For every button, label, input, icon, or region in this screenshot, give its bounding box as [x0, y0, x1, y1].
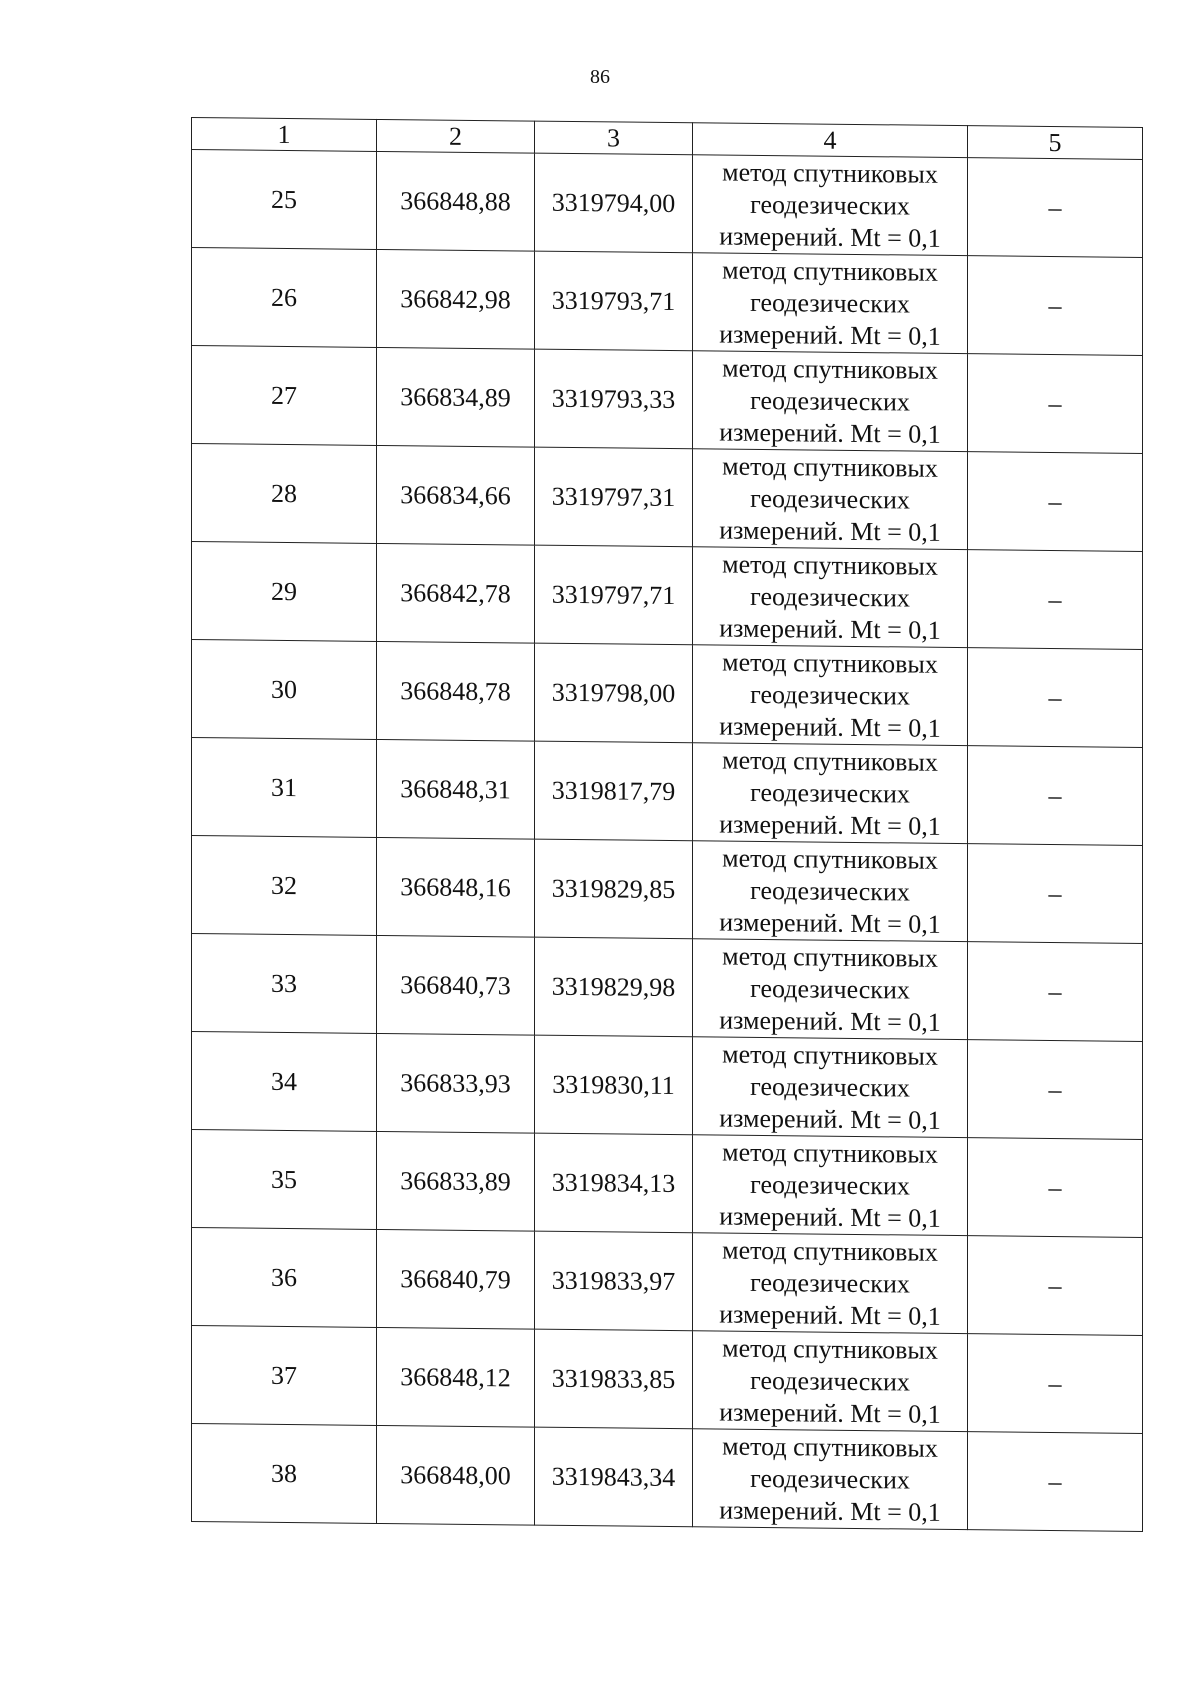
table-row	[192, 640, 1143, 748]
method-line: геодезических	[750, 189, 910, 221]
description-cell: –	[968, 942, 1143, 1042]
method-line: измерений. Mt = 0,1	[719, 319, 941, 351]
method-line: метод спутниковых	[722, 1333, 938, 1365]
point-number-cell: 30	[192, 640, 377, 740]
method-line: геодезических	[750, 973, 910, 1005]
method-line: геодезических	[750, 287, 910, 319]
method-line: измерений. Mt = 0,1	[719, 417, 941, 449]
y-coordinate-cell: 3319794,00	[535, 153, 693, 253]
table-row	[192, 150, 1143, 258]
method-line: метод спутниковых	[722, 549, 938, 581]
x-coordinate-cell: 366848,78	[377, 641, 535, 741]
method-line: метод спутниковых	[722, 843, 938, 875]
method-cell	[693, 1233, 968, 1334]
table-row	[192, 1228, 1143, 1336]
method-cell	[693, 547, 968, 648]
table-row	[192, 346, 1143, 454]
method-line: измерений. Mt = 0,1	[719, 515, 941, 547]
method-line: метод спутниковых	[722, 1431, 938, 1463]
description-cell: –	[968, 158, 1143, 258]
method-line: геодезических	[750, 777, 910, 809]
y-coordinate-cell: 3319833,85	[535, 1329, 693, 1429]
method-cell	[693, 1037, 968, 1138]
method-line: измерений. Mt = 0,1	[719, 1397, 941, 1429]
point-number-cell: 37	[192, 1326, 377, 1426]
table-row	[192, 1130, 1143, 1238]
point-number-cell: 36	[192, 1228, 377, 1328]
x-coordinate-cell: 366848,12	[377, 1327, 535, 1427]
method-cell	[693, 155, 968, 256]
method-line: метод спутниковых	[722, 745, 938, 777]
table-row	[192, 542, 1143, 650]
header-cell-1: 1	[192, 118, 377, 152]
description-cell: –	[968, 354, 1143, 454]
method-line: геодезических	[750, 1169, 910, 1201]
method-line: измерений. Mt = 0,1	[719, 1005, 941, 1037]
point-number-cell: 29	[192, 542, 377, 642]
header-cell-3: 3	[535, 121, 693, 155]
method-cell	[693, 351, 968, 452]
method-cell	[693, 1135, 968, 1236]
table-row	[192, 934, 1143, 1042]
y-coordinate-cell: 3319817,79	[535, 741, 693, 841]
description-cell: –	[968, 256, 1143, 356]
table-row	[192, 1424, 1143, 1532]
header-cell-5: 5	[968, 126, 1143, 160]
coordinates-table-body	[192, 118, 1143, 1532]
description-cell: –	[968, 1236, 1143, 1336]
coordinates-table	[191, 117, 1143, 1532]
method-cell	[693, 449, 968, 550]
y-coordinate-cell: 3319843,34	[535, 1427, 693, 1527]
point-number-cell: 25	[192, 150, 377, 250]
description-cell: –	[968, 746, 1143, 846]
method-cell	[693, 743, 968, 844]
point-number-cell: 26	[192, 248, 377, 348]
point-number-cell: 35	[192, 1130, 377, 1230]
method-line: метод спутниковых	[722, 157, 938, 189]
y-coordinate-cell: 3319797,31	[535, 447, 693, 547]
description-cell: –	[968, 648, 1143, 748]
x-coordinate-cell: 366842,98	[377, 249, 535, 349]
description-cell: –	[968, 844, 1143, 944]
method-cell	[693, 1429, 968, 1530]
table-row	[192, 248, 1143, 356]
method-line: измерений. Mt = 0,1	[719, 1103, 941, 1135]
y-coordinate-cell: 3319797,71	[535, 545, 693, 645]
x-coordinate-cell: 366834,66	[377, 445, 535, 545]
description-cell: –	[968, 1040, 1143, 1140]
table-row	[192, 444, 1143, 552]
method-line: геодезических	[750, 679, 910, 711]
x-coordinate-cell: 366840,73	[377, 935, 535, 1035]
description-cell: –	[968, 452, 1143, 552]
table-row	[192, 1326, 1143, 1434]
page-number: 86	[590, 66, 610, 88]
method-line: измерений. Mt = 0,1	[719, 221, 941, 253]
y-coordinate-cell: 3319830,11	[535, 1035, 693, 1135]
x-coordinate-cell: 366833,89	[377, 1131, 535, 1231]
point-number-cell: 27	[192, 346, 377, 446]
y-coordinate-cell: 3319834,13	[535, 1133, 693, 1233]
method-line: геодезических	[750, 1071, 910, 1103]
point-number-cell: 31	[192, 738, 377, 838]
method-line: метод спутниковых	[722, 1137, 938, 1169]
method-line: геодезических	[750, 1463, 910, 1495]
y-coordinate-cell: 3319798,00	[535, 643, 693, 743]
header-cell-2: 2	[377, 119, 535, 153]
x-coordinate-cell: 366848,16	[377, 837, 535, 937]
method-line: метод спутниковых	[722, 1235, 938, 1267]
method-line: метод спутниковых	[722, 451, 938, 483]
method-cell	[693, 253, 968, 354]
description-cell: –	[968, 1334, 1143, 1434]
y-coordinate-cell: 3319833,97	[535, 1231, 693, 1331]
method-line: измерений. Mt = 0,1	[719, 1299, 941, 1331]
x-coordinate-cell: 366833,93	[377, 1033, 535, 1133]
x-coordinate-cell: 366842,78	[377, 543, 535, 643]
method-line: метод спутниковых	[722, 353, 938, 385]
method-cell	[693, 645, 968, 746]
point-number-cell: 28	[192, 444, 377, 544]
y-coordinate-cell: 3319793,71	[535, 251, 693, 351]
method-line: геодезических	[750, 385, 910, 417]
method-line: метод спутниковых	[722, 941, 938, 973]
x-coordinate-cell: 366848,31	[377, 739, 535, 839]
method-line: геодезических	[750, 875, 910, 907]
method-line: метод спутниковых	[722, 647, 938, 679]
y-coordinate-cell: 3319829,85	[535, 839, 693, 939]
method-line: геодезических	[750, 483, 910, 515]
method-line: измерений. Mt = 0,1	[719, 613, 941, 645]
point-number-cell: 38	[192, 1424, 377, 1524]
description-cell: –	[968, 1432, 1143, 1532]
x-coordinate-cell: 366834,89	[377, 347, 535, 447]
header-cell-4: 4	[693, 123, 968, 158]
method-cell	[693, 841, 968, 942]
point-number-cell: 32	[192, 836, 377, 936]
table-row	[192, 836, 1143, 944]
x-coordinate-cell: 366848,00	[377, 1425, 535, 1525]
method-line: геодезических	[750, 1365, 910, 1397]
method-line: метод спутниковых	[722, 1039, 938, 1071]
point-number-cell: 34	[192, 1032, 377, 1132]
description-cell: –	[968, 550, 1143, 650]
method-line: измерений. Mt = 0,1	[719, 1201, 941, 1233]
method-line: метод спутниковых	[722, 255, 938, 287]
method-cell	[693, 1331, 968, 1432]
method-line: измерений. Mt = 0,1	[719, 809, 941, 841]
table-row	[192, 738, 1143, 846]
x-coordinate-cell: 366840,79	[377, 1229, 535, 1329]
table-row	[192, 1032, 1143, 1140]
method-line: измерений. Mt = 0,1	[719, 907, 941, 939]
method-line: геодезических	[750, 1267, 910, 1299]
method-cell	[693, 939, 968, 1040]
method-line: геодезических	[750, 581, 910, 613]
description-cell: –	[968, 1138, 1143, 1238]
x-coordinate-cell: 366848,88	[377, 151, 535, 251]
y-coordinate-cell: 3319793,33	[535, 349, 693, 449]
y-coordinate-cell: 3319829,98	[535, 937, 693, 1037]
method-line: измерений. Mt = 0,1	[719, 1495, 941, 1527]
method-line: измерений. Mt = 0,1	[719, 711, 941, 743]
point-number-cell: 33	[192, 934, 377, 1034]
